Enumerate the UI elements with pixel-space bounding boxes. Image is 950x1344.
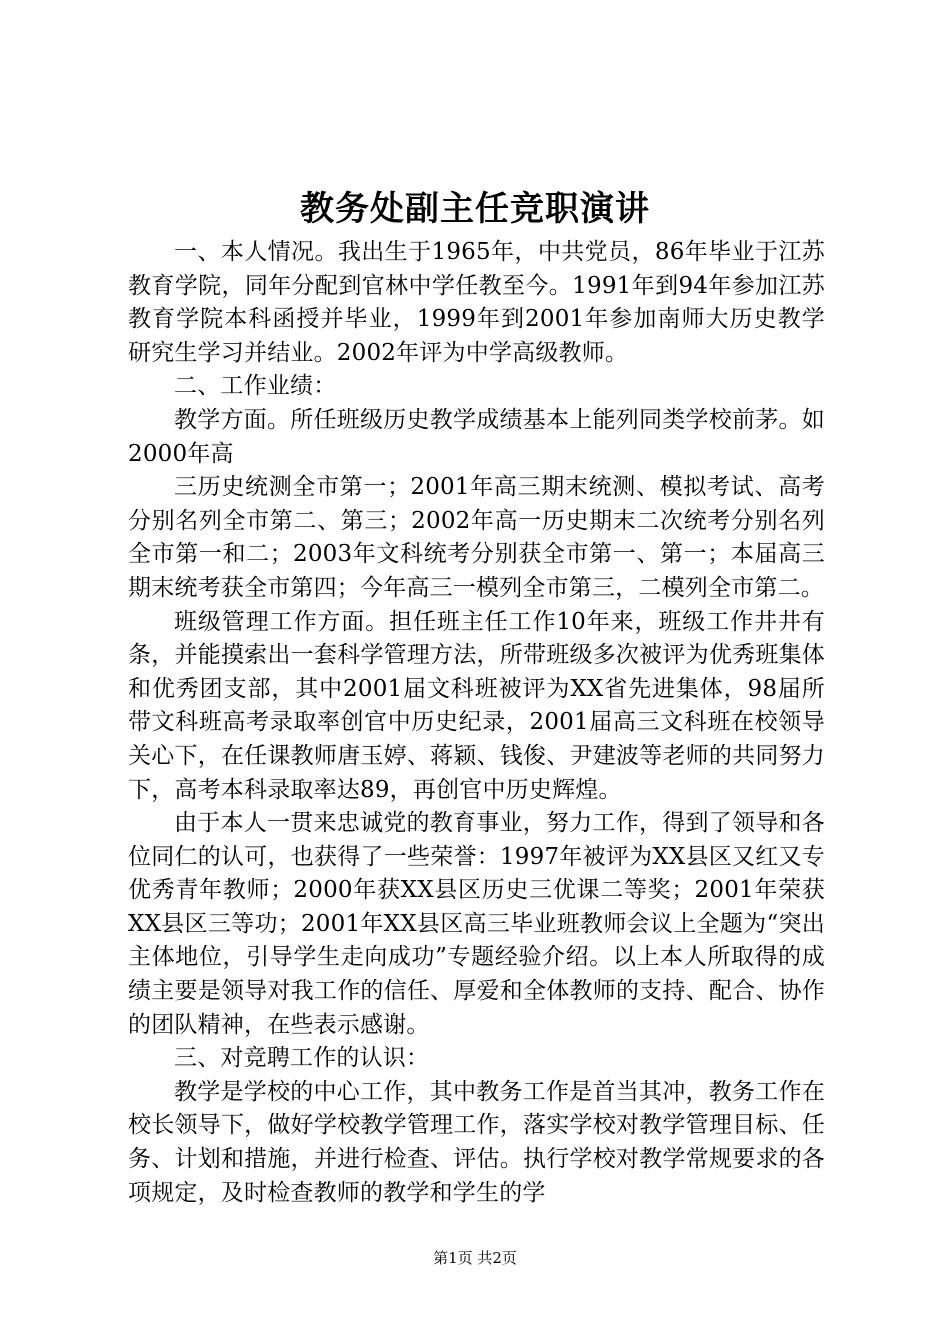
paragraph-understanding-heading: 三、对竞聘工作的认识： (174, 1045, 430, 1072)
paragraph-personal-info: 一、本人情况。我出生于1965年，中共党员，86年毕业于江苏教育学院，同年分配到官林中学任教至今。1991年到94年参加江苏教育学院本科函授并毕业，1999年到2001年参加南师大历史教学研究生学习并结业。2002年评为中学高级教师。 (128, 239, 825, 366)
document-body (128, 236, 825, 1210)
paragraph-achievements-heading: 二、工作业绩： (174, 373, 337, 400)
document-title: 教务处副主任竞职演讲 (300, 189, 650, 229)
page-footer: 第1页 共2页 (433, 1249, 517, 1267)
paragraph-class-management: 班级管理工作方面。担任班主任工作10年来，班级工作井井有条，并能摸索出一套科学管理方法，所带班级多次被评为优秀班集体和优秀团支部，其中2001届文科班被评为XX省先进集体，98届所带文科班高考录取率创官中历史纪录，2001届高三文科班在校领导关心下，在任课教师唐玉婷、蒋颖、钱俊、尹建波等老师的共同努力下，高考本科录取率达89，再创官中历史辉煌。 (128, 608, 825, 803)
paragraph-honors: 由于本人一贯来忠诚党的教育事业，努力工作，得到了领导和各位同仁的认可，也获得了一些荣誉：1997年被评为XX县区又红又专优秀青年教师；2000年获XX县区历史三优课二等奖；2001年荣获XX县区三等功；2001年XX县区高三毕业班教师会议上全题为“突出主体地位，引导学生走向成功”专题经验介绍。以上本人所取得的成绩主要是领导对我工作的信任、厚爱和全体教师的支持、配合、协作的团队精神，在些表示感谢。 (128, 810, 825, 1038)
paragraph-academic-affairs: 教学是学校的中心工作，其中教务工作是首当其冲，教务工作在校长领导下，做好学校教学管理工作，落实学校对教学管理目标、任务、计划和措施，并进行检查、评估。执行学校对教学常规要求的各项规定，及时检查教师的教学和学生的学 (128, 1078, 825, 1206)
paragraph-teaching: 教学方面。所任班级历史教学成绩基本上能列同类学校前茅。如2000年高 (128, 406, 825, 467)
paragraph-exam-results: 三历史统测全市第一；2001年高三期末统测、模拟考试、高考分别名列全市第二、第三；2002年高一历史期末二次统考分别名列全市第一和二；2003年文科统考分别获全市第一、第一；本届高三期末统考获全市第四；今年高三一模列全市第三，二模列全市第二。 (128, 474, 825, 601)
